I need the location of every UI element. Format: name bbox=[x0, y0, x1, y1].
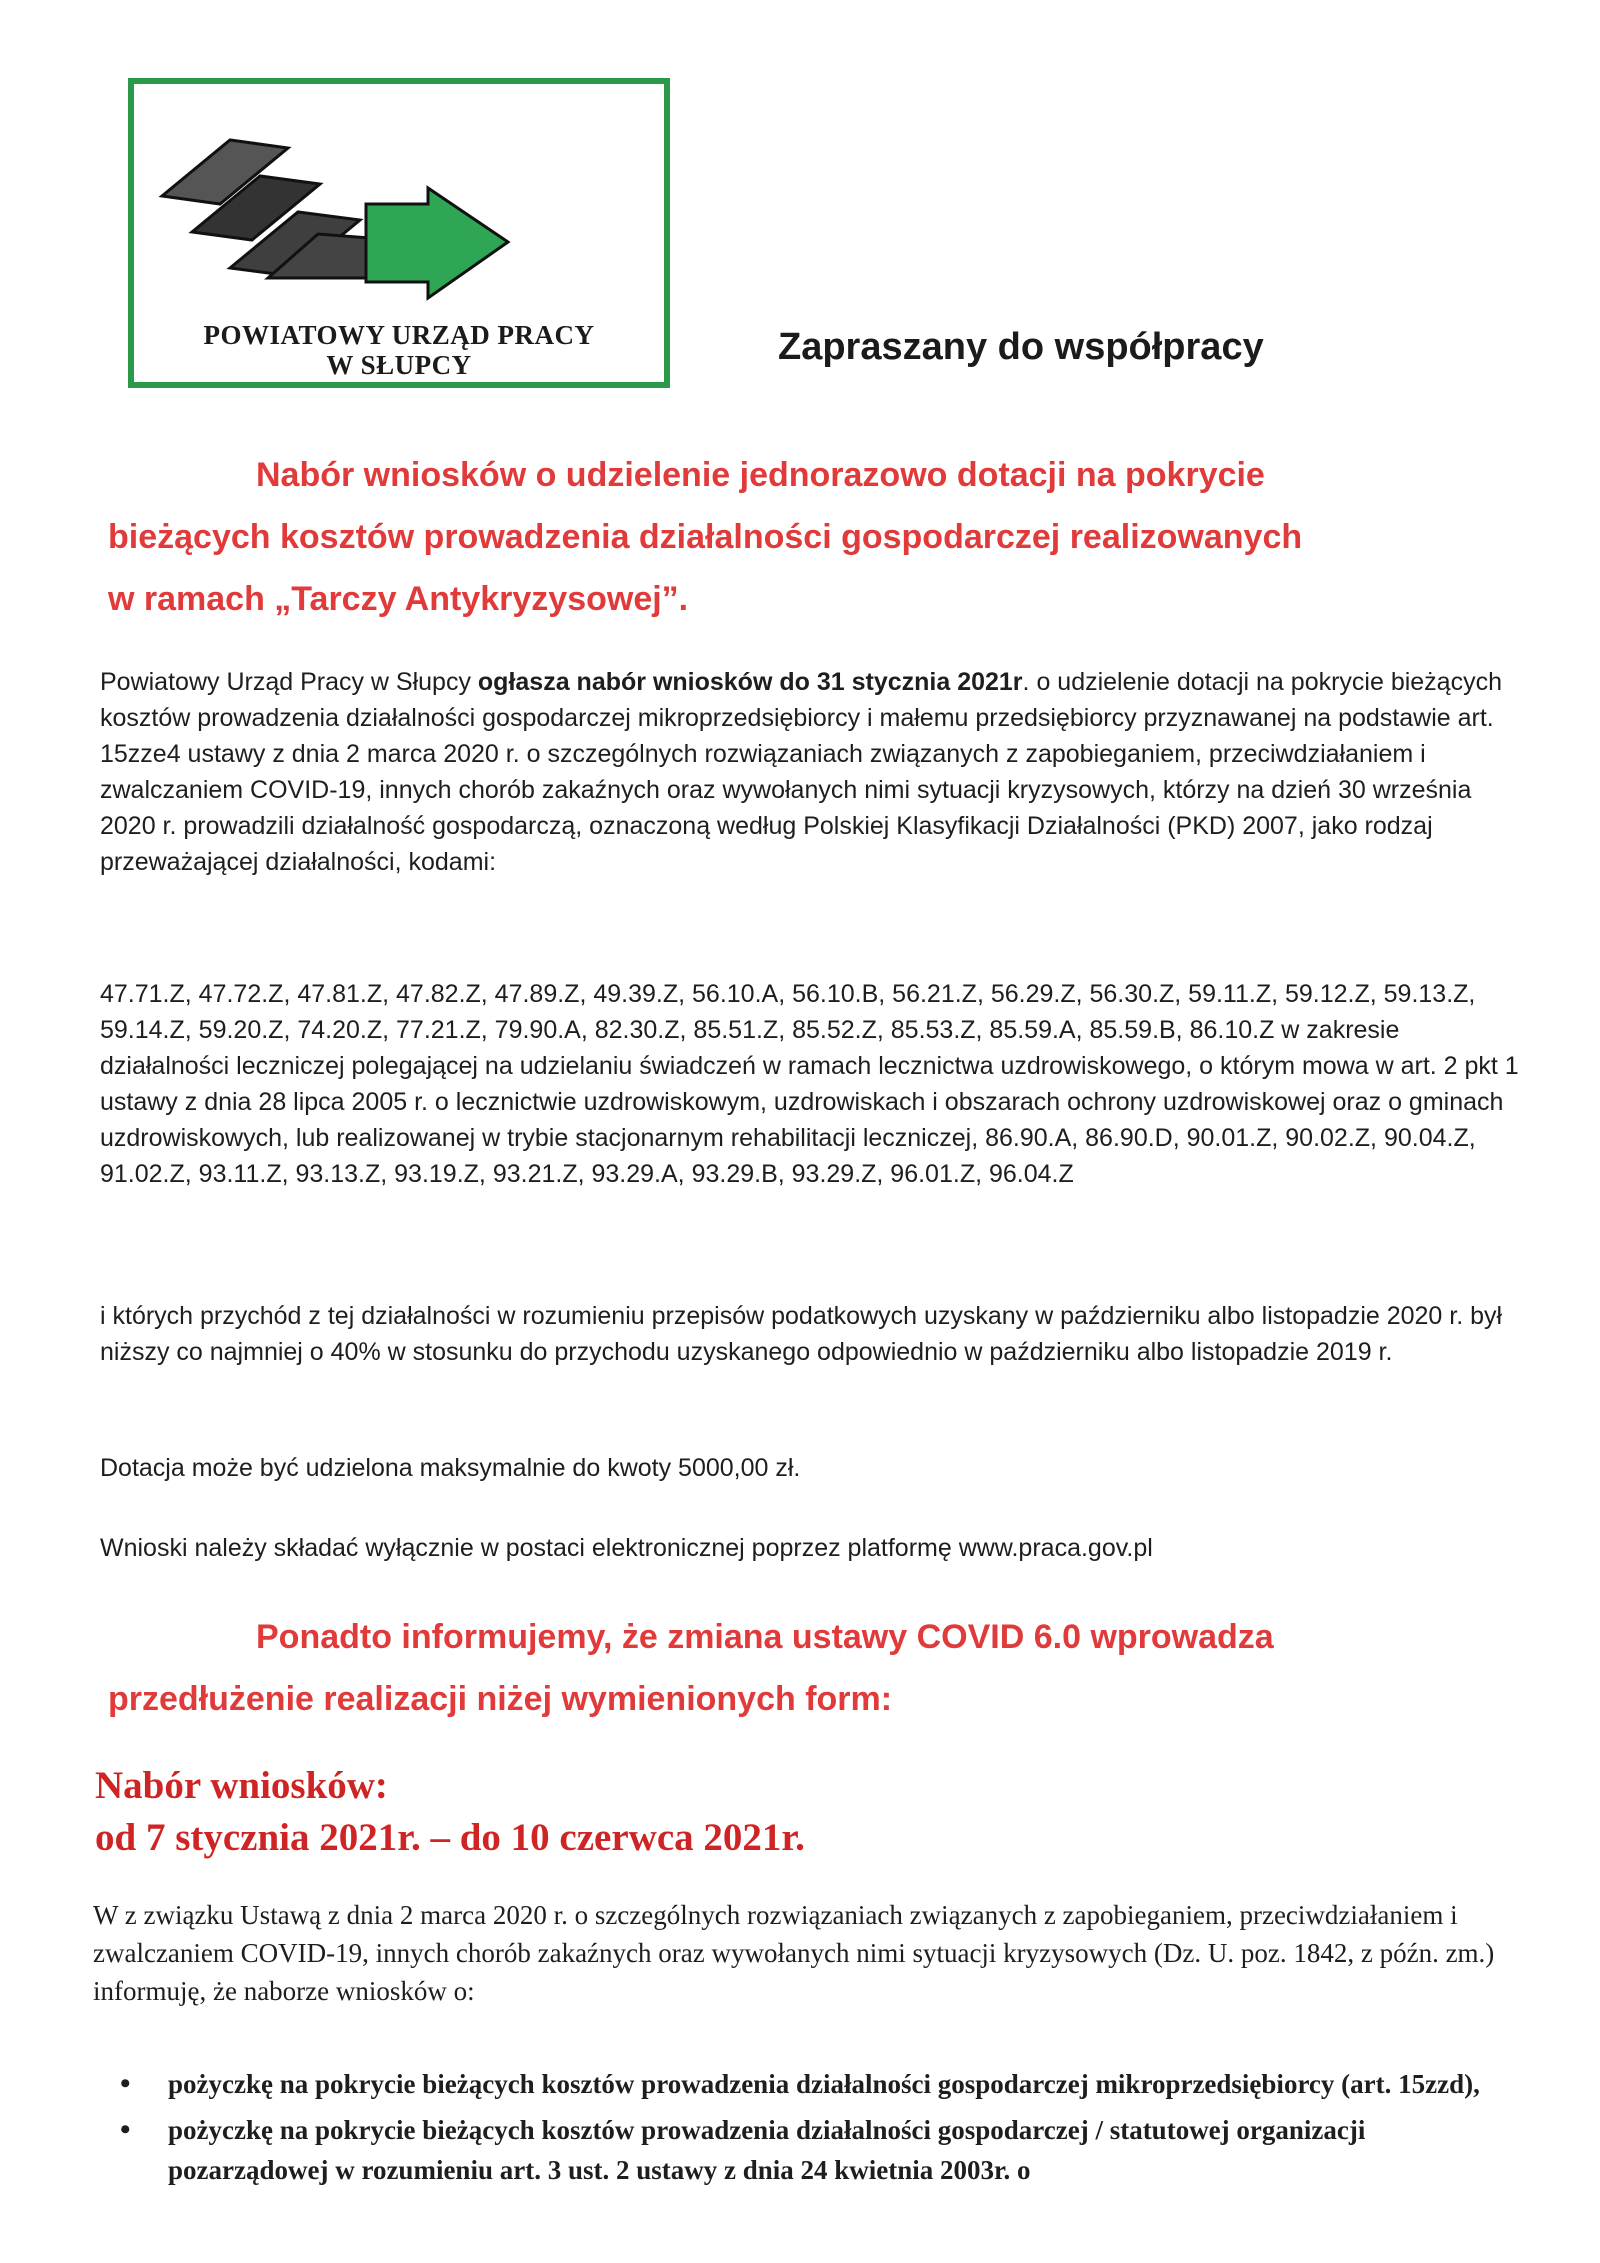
list-item: • pożyczkę na pokrycie bieżących kosztów prowadzenia działalności gospodarczej / statutowej organizacji pozarządowej w rozumieniu art. 3 ust. 2 ustawy z dnia 24 kwietnia 2003r. o bbox=[120, 2110, 1520, 2190]
logo bbox=[128, 78, 670, 388]
intro-bold: ogłasza nabór wniosków do 31 stycznia 2021r bbox=[477, 668, 1023, 696]
grant-paragraph: Dotacja może być udzielona maksymalnie do kwoty 5000,00 zł. bbox=[100, 1454, 801, 1482]
subtitle: Zapraszany do współpracy bbox=[778, 326, 1264, 368]
law-paragraph: W z związku Ustawą z dnia 2 marca 2020 r. o szczególnych rozwiązaniach związanych z zapobieganiem, przeciwdziałaniem i zwalczaniem COVID-19, innych chorób zakaźnych oraz wywołanych nimi sytuacji kryzysowych (Dz. U. poz. 1842, z późn. zm.) informuję, że naborze wniosków o: bbox=[93, 1900, 1495, 2006]
recruitment-dates: od 7 stycznia 2021r. – do 10 czerwca 2021r. bbox=[95, 1816, 805, 1859]
logo-text-line1: POWIATOWY URZĄD PRACY bbox=[203, 320, 595, 350]
secondary-heading-line: przedłużenie realizacji niżej wymienionych form: bbox=[108, 1680, 893, 1718]
logo-arrow bbox=[366, 188, 508, 298]
recruitment-heading bbox=[95, 1760, 805, 1864]
recruitment-heading-line1: Nabór wniosków: bbox=[95, 1764, 388, 1807]
intro-part3: . o udzielenie dotacji na pokrycie bieżących kosztów prowadzenia działalności gospodarczej mikroprzedsiębiorcy i małemu przedsiębiorcy przyznawanej na podstawie art. 15zze4 ustawy z dnia 2 marca 2020 r. o szczególnych rozwiązaniach związanych z zapobieganiem, przeciwdziałaniem i zwalczaniem COVID-19, innych chorób zakaźnych oraz wywołanych nimi sytuacji kryzysowych, którzy na dzień 30 września 2020 r. prowadzili działalność gospodarczą, oznaczoną według Polskiej Klasyfikacji Działalności (PKD) 2007, jako rodzaj przeważającej działalności, kodami: bbox=[100, 668, 1502, 876]
income-paragraph: i których przychód z tej działalności w rozumieniu przepisów podatkowych uzyskany w październiku albo listopadzie 2020 r. był niższy co najmniej o 40% w stosunku do przychodu uzyskanego odpowiednio w październiku albo listopadzie 2019 r. bbox=[100, 1302, 1503, 1366]
apply-paragraph: Wnioski należy składać wyłącznie w postaci elektronicznej poprzez platformę www.praca.gov.pl bbox=[100, 1534, 1153, 1562]
list-item: • pożyczkę na pokrycie bieżących kosztów prowadzenia działalności gospodarczej mikroprzedsiębiorcy (art. 15zzd), bbox=[120, 2064, 1520, 2104]
main-heading-line: w ramach „Tarczy Antykryzysowej”. bbox=[108, 580, 689, 618]
intro-paragraph bbox=[100, 664, 1520, 880]
loan-list bbox=[120, 2064, 1520, 2196]
secondary-heading-line: Ponadto informujemy, że zmiana ustawy COVID 6.0 wprowadza bbox=[256, 1618, 1274, 1656]
main-heading bbox=[108, 444, 1508, 630]
main-heading-line: Nabór wniosków o udzielenie jednorazowo dotacji na pokrycie bbox=[256, 456, 1265, 494]
intro-part1: Powiatowy Urząd Pracy w Słupcy bbox=[100, 668, 478, 696]
logo-text-line2: W SŁUPCY bbox=[326, 350, 472, 380]
secondary-heading bbox=[108, 1606, 1508, 1730]
main-heading-line: bieżących kosztów prowadzenia działalności gospodarczej realizowanych bbox=[108, 518, 1303, 556]
pkd-codes-paragraph: 47.71.Z, 47.72.Z, 47.81.Z, 47.82.Z, 47.89.Z, 49.39.Z, 56.10.A, 56.10.B, 56.21.Z, 56.29.Z, 56.30.Z, 59.11.Z, 59.12.Z, 59.13.Z, 59.14.Z, 59.20.Z, 74.20.Z, 77.21.Z, 79.90.A, 82.30.Z, 85.51.Z, 85.52.Z, 85.53.Z, 85.59.A, 85.59.B, 86.10.Z w zakresie działalności leczniczej polegającej na udzielaniu świadczeń w ramach lecznictwa uzdrowiskowego, o którym mowa w art. 2 pkt 1 ustawy z dnia 28 lipca 2005 r. o lecznictwie uzdrowiskowym, uzdrowiskach i obszarach ochrony uzdrowiskowej oraz o gminach uzdrowiskowych, lub realizowanej w trybie stacjonarnym rehabilitacji leczniczej, 86.90.A, 86.90.D, 90.01.Z, 90.02.Z, 90.04.Z, 91.02.Z, 93.11.Z, 93.13.Z, 93.19.Z, 93.21.Z, 93.29.A, 93.29.B, 93.29.Z, 96.01.Z, 96.04.Z bbox=[100, 980, 1519, 1188]
